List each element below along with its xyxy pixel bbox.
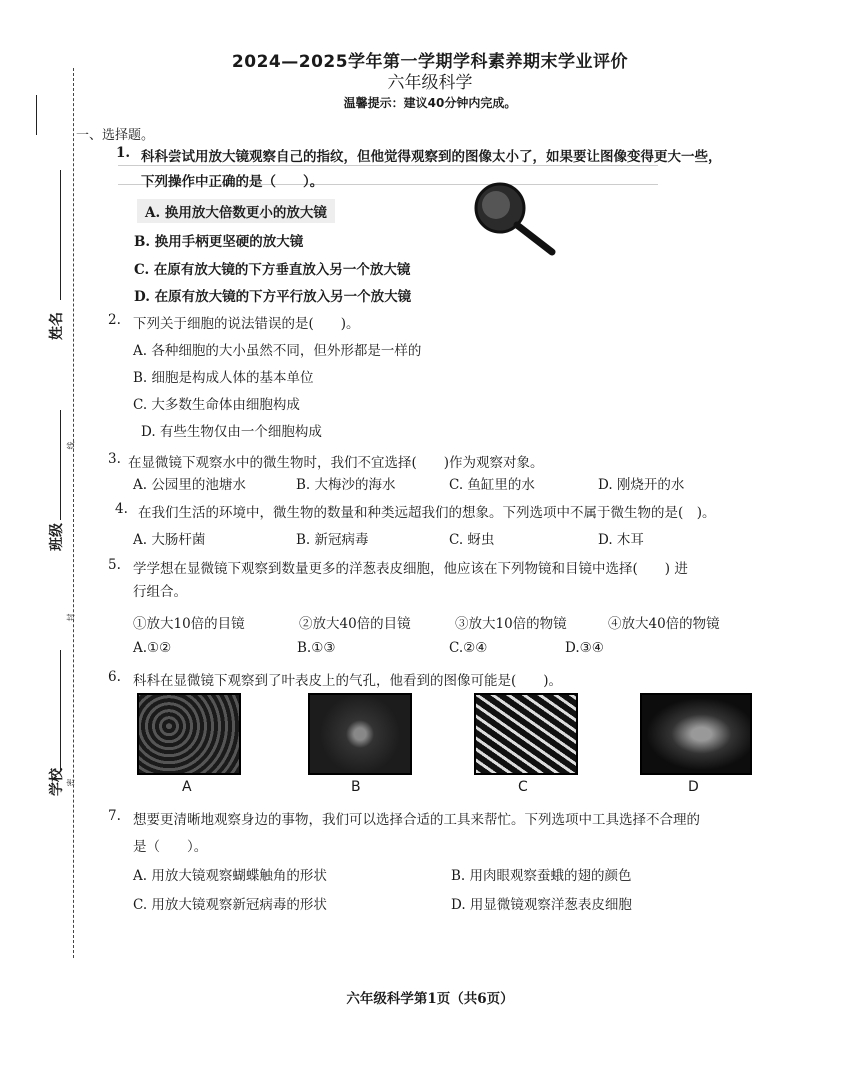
q6-picture-label-b: B — [351, 779, 361, 795]
q1-text: 科科尝试用放大镜观察自己的指纹，但他觉得观察到的图像太小了，如果要让图像变得更大一些， — [141, 149, 722, 165]
binding-mark-line: 线 — [66, 441, 76, 450]
q7-text-2: 是（ ）。 — [133, 839, 208, 855]
q2-option-d: D. 有些生物仅由一个细胞构成 — [141, 424, 322, 440]
q4-option-b: B. 新冠病毒 — [296, 532, 369, 548]
q6-picture-label-d: D — [688, 779, 699, 795]
name-label: 姓名 — [49, 312, 65, 340]
q2-number: 2. — [108, 312, 121, 328]
q6-picture-label-a: A — [182, 779, 192, 795]
q3-number: 3. — [108, 451, 121, 467]
q6-picture-d — [640, 693, 752, 775]
q1-number: 1. — [116, 145, 131, 161]
q4-option-d: D. 木耳 — [598, 532, 644, 548]
q6-picture-c — [474, 693, 578, 775]
q3-option-c: C. 鱼缸里的水 — [449, 477, 535, 493]
exam-title: 2024—2025学年第一学期学科素养期末学业评价 — [231, 52, 629, 72]
q5-text-2: 行组合。 — [133, 584, 187, 600]
q4-option-c: C. 蚜虫 — [449, 532, 495, 548]
q3-option-d: D. 刚烧开的水 — [598, 477, 685, 493]
q5-option-d: D.③④ — [565, 640, 604, 656]
school-line — [60, 650, 61, 770]
q3-text: 在显微镜下观察水中的微生物时，我们不宜选择( )作为观察对象。 — [128, 455, 544, 471]
class-line — [60, 410, 61, 520]
q3-option-b: B. 大梅沙的海水 — [296, 477, 396, 493]
exam-subject: 六年级科学 — [387, 73, 473, 93]
name-line — [60, 170, 61, 300]
binding-mark-secret: 密 — [66, 778, 76, 787]
q5-option-c: C.②④ — [449, 640, 488, 656]
q1-option-a: A. 换用放大倍数更小的放大镜 — [137, 199, 335, 223]
exam-tip: 温馨提示：建议40分钟内完成。 — [343, 96, 517, 110]
binding-dashed-line — [73, 68, 74, 958]
section-label: 一、选择题。 — [76, 128, 155, 143]
q5-option-b: B.①③ — [297, 640, 336, 656]
q7-option-d: D. 用显微镜观察洋葱表皮细胞 — [451, 897, 632, 913]
q6-number: 6. — [108, 669, 121, 685]
class-label: 班级 — [49, 523, 65, 551]
q6-text: 科科在显微镜下观察到了叶表皮上的气孔，他看到的图像可能是( )。 — [133, 673, 563, 689]
q6-picture-a — [137, 693, 241, 775]
q5-option-a: A.①② — [133, 640, 172, 656]
q5-text: 学学想在显微镜下观察到数量更多的洋葱表皮细胞，他应该在下列物镜和目镜中选择( ) 进 — [133, 561, 688, 577]
q7-option-b: B. 用肉眼观察蚕蛾的翅的颜色 — [451, 868, 632, 884]
q1-option-b: B. 换用手柄更坚硬的放大镜 — [134, 234, 304, 250]
q5-number: 5. — [108, 557, 121, 573]
q5-choice-3: ③放大10倍的物镜 — [455, 616, 567, 632]
q1-option-c: C. 在原有放大镜的下方垂直放入另一个放大镜 — [134, 262, 411, 278]
page-footer: 六年级科学第1页（共6页） — [346, 991, 514, 1007]
q3-option-a: A. 公园里的池塘水 — [133, 477, 246, 493]
magnifier-icon — [470, 178, 560, 258]
q5-choice-2: ②放大40倍的目镜 — [299, 616, 411, 632]
q5-choice-4: ④放大40倍的物镜 — [608, 616, 720, 632]
q4-option-a: A. 大肠杆菌 — [133, 532, 206, 548]
q7-text: 想要更清晰地观察身边的事物，我们可以选择合适的工具来帮忙。下列选项中工具选择不合理的 — [133, 812, 700, 828]
q6-picture-label-c: C — [518, 779, 528, 795]
q4-number: 4. — [115, 501, 128, 517]
q2-text: 下列关于细胞的说法错误的是( )。 — [133, 316, 360, 332]
school-label: 学校 — [49, 768, 65, 796]
q2-option-a: A. 各种细胞的大小虽然不同，但外形都是一样的 — [133, 343, 422, 359]
q7-option-a: A. 用放大镜观察蝴蝶触角的形状 — [133, 868, 327, 884]
binding-top-line — [36, 95, 37, 135]
q4-text: 在我们生活的环境中，微生物的数量和种类远超我们的想象。下列选项中不属于微生物的是( )。 — [138, 505, 716, 521]
q1-option-d: D. 在原有放大镜的下方平行放入另一个放大镜 — [134, 289, 412, 305]
q1-text-2: 下列操作中正确的是（ ）。 — [141, 174, 324, 190]
q6-picture-b — [308, 693, 412, 775]
binding-mark-seal: 封 — [66, 613, 76, 622]
q2-option-c: C. 大多数生命体由细胞构成 — [133, 397, 300, 413]
q7-number: 7. — [108, 808, 121, 824]
q5-choice-1: ①放大10倍的目镜 — [133, 616, 245, 632]
q7-option-c: C. 用放大镜观察新冠病毒的形状 — [133, 897, 327, 913]
q2-option-b: B. 细胞是构成人体的基本单位 — [133, 370, 314, 386]
